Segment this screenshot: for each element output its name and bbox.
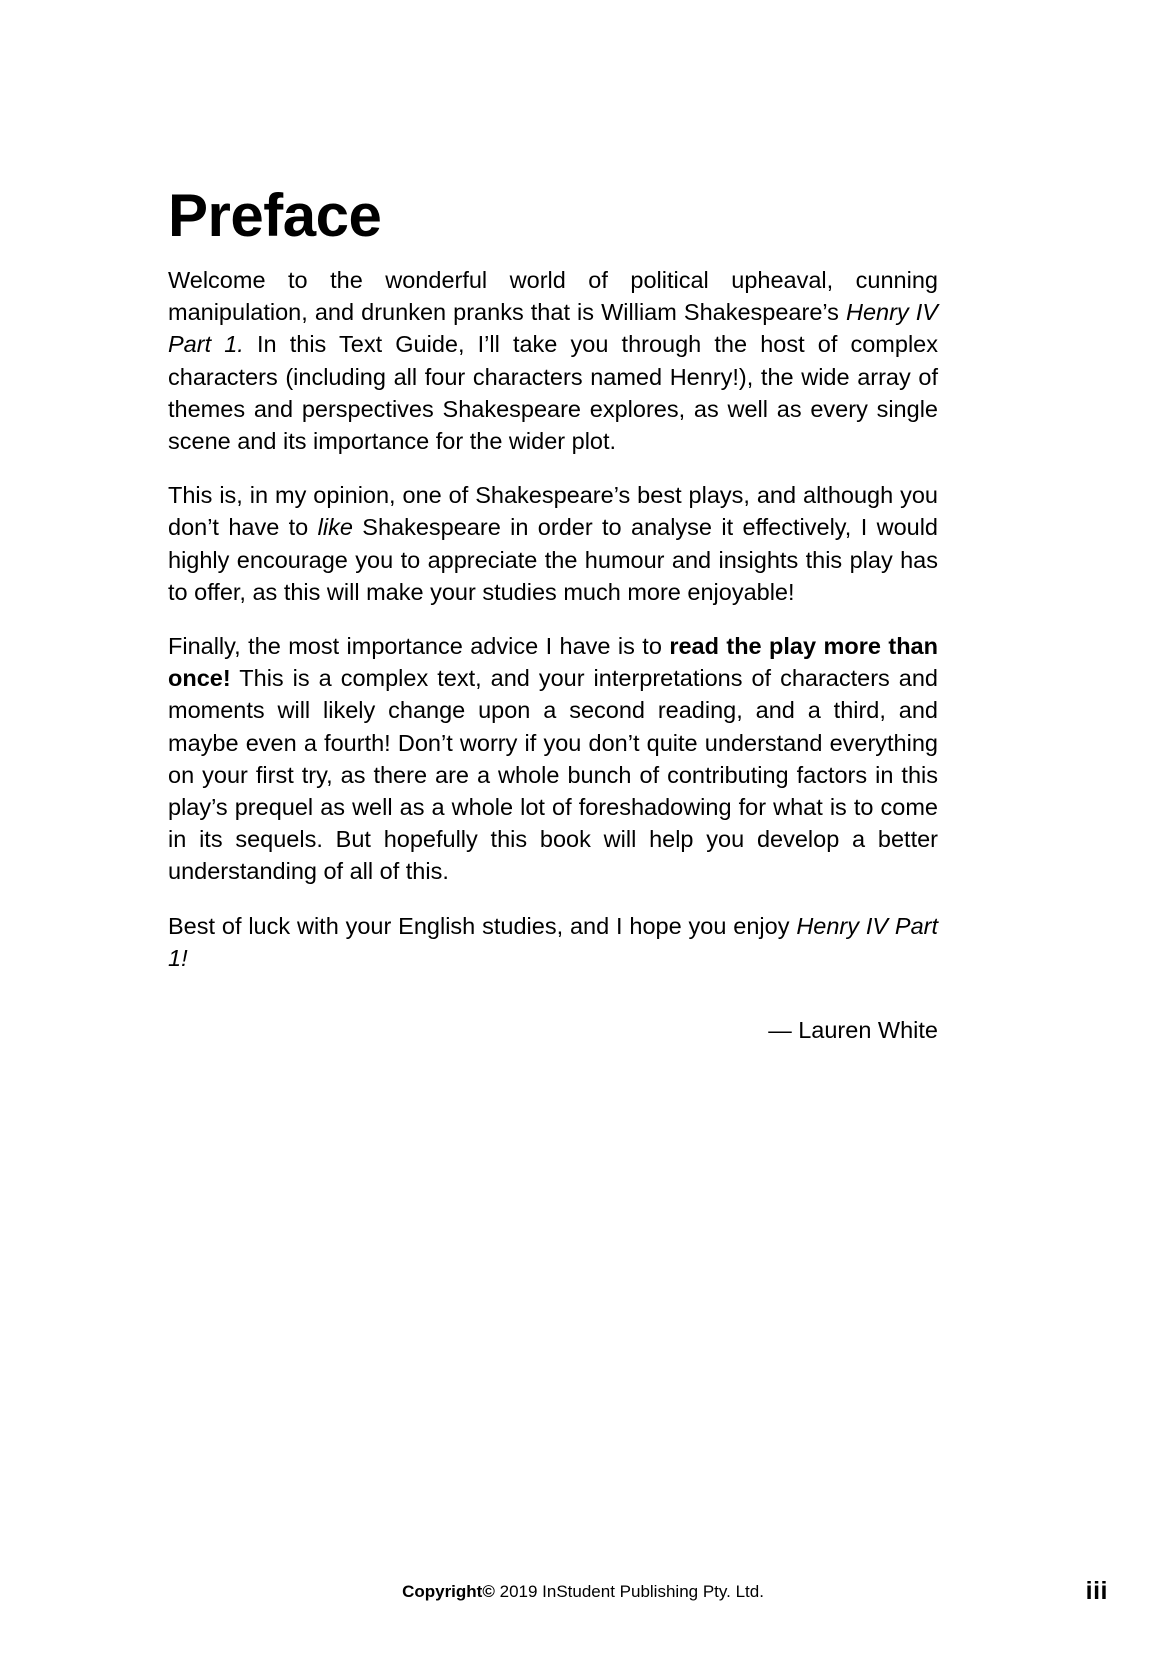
text-run: Welcome to the wonderful world of political upheaval, cunning manipulation, and drunken pranks that is William Shakespeare’s <box>168 267 938 326</box>
text-run: Shakespeare in order to analyse it effectively, I would highly encourage you to appreciate the humour and insights this play has to offer, as this will make your studies much more enjoyable! <box>168 514 939 605</box>
preface-paragraph-2 <box>168 479 938 608</box>
page-title: Preface <box>168 182 382 249</box>
preface-paragraph-1 <box>168 264 938 457</box>
preface-paragraph-3 <box>168 630 938 888</box>
italic-run: like <box>317 514 353 541</box>
text-run: Finally, the most importance advice I have is to <box>168 633 670 660</box>
text-run: This is a complex text, and your interpretations of characters and moments will likely change upon a second reading, and a third, and maybe even a fourth! Don’t worry if you don’t quite understand everything on your first try, as there are a whole bunch of contributing factors in this play’s prequel as well as a whole lot of foreshadowing for what is to come in its sequels. But hopefully this book will help you develop a better understanding of all of this. <box>168 665 938 885</box>
text-run: In this Text Guide, I’ll take you through the host of complex characters (including all four characters named Henry!), the wide array of themes and perspectives Shakespeare explores, as well as every single scene and its importance for the wider plot. <box>168 331 938 455</box>
copyright-word: Copyright <box>402 1582 483 1601</box>
copyright-symbol: © <box>482 1582 495 1601</box>
italic-run: Henry IV Part 1. <box>168 299 938 358</box>
copyright-rest: 2019 InStudent Publishing Pty. Ltd. <box>499 1582 764 1601</box>
text-run: This is, in my opinion, one of Shakespeare’s best plays, and although you don’t have to <box>168 482 938 541</box>
page-content <box>168 182 939 1046</box>
text-run: Best of luck with your English studies, and I hope you enjoy <box>168 912 797 939</box>
page-number: iii <box>1085 1577 1108 1605</box>
bold-run: read the play more than once! <box>168 633 938 692</box>
copyright-notice <box>0 1580 1166 1604</box>
author-signature: — Lauren White <box>768 1017 938 1044</box>
italic-run: Henry IV Part 1! <box>168 912 939 971</box>
page-footer <box>0 1577 1166 1614</box>
preface-paragraph-4 <box>168 910 938 974</box>
